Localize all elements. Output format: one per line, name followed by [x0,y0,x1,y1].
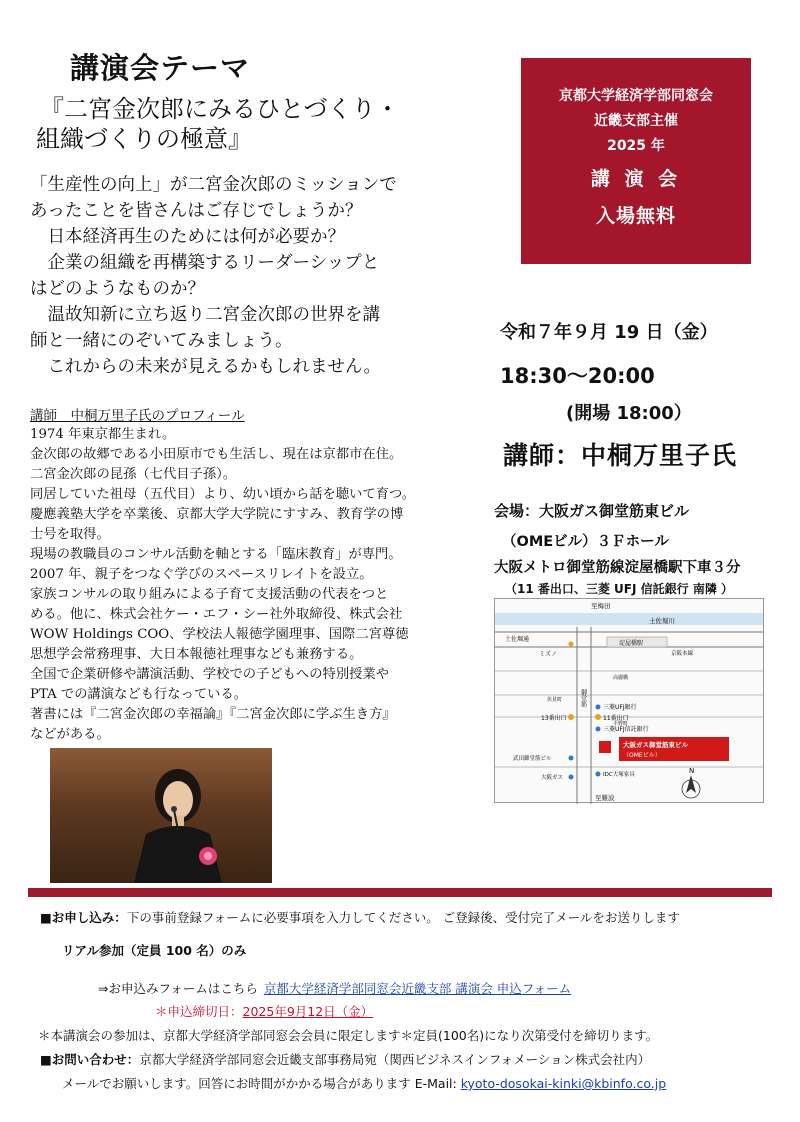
intro-line: あったことを皆さんはご存じでしょうか？ [30,201,363,221]
map-label-mizuno: ミズノ [539,651,558,658]
ufj2-dot [596,727,601,732]
map-label-tosabori: 土佐堀通 [505,636,530,643]
corsage-center [204,852,212,860]
map-label-ome1: 大阪ガス御堂筋東ビル [623,741,688,749]
form-row [98,979,571,997]
email-row [62,1074,666,1092]
osakagas-dot [569,775,574,780]
speaker-face [163,781,193,819]
intro-line: 師と一緒にのぞいてみましょう。 [30,331,293,351]
banner-organizer: 京都大学経済学部同窓会 [559,88,713,104]
ufj1-dot [596,705,601,710]
profile-line: 全国で企業研修や講演活動、学校での子どもへの特別授業や [30,667,390,682]
profile-line: などがある。 [30,727,110,742]
map-label-umeda: 至梅田 [591,602,611,610]
idc-dot [596,772,601,777]
venue-name: 会場：大阪ガス御堂筋東ビル [494,502,690,520]
exit11-dot [595,714,601,720]
speaker-neck [172,816,184,826]
profile-line: 2007 年、親子をつなぐ学びのスペースリレイトを設立。 [30,567,373,582]
intro-line: 温故知新に立ち返り二宮金次郎の世界を講 [30,305,380,325]
banner-branch: 近畿支部主催 [594,113,678,129]
map-label-exit13: 13番出口 [541,715,567,722]
contact-label: ■お問い合わせ： [40,1052,140,1067]
theme-title-line2: 組織づくりの極意』 [36,125,252,153]
takeda-dot [569,756,574,761]
ome-building-marker [599,741,611,753]
profile-line: 著書には『二宮金次郎の幸福論』『二宮金次郎に学ぶ生き方』 [30,707,396,722]
contact-row [40,1050,650,1068]
participation-note: ＊本講演会の参加は、京都大学経済学部同窓会会員に限定します＊定員(100名)になり次第受付を締切ります。 [38,1028,659,1043]
intro-line: 「生産性の向上」が二宮金次郎のミッションで [30,175,397,195]
exit13-dot [568,714,574,720]
speaker-photo [50,748,272,883]
form-prefix: ⇒お申込みフォームはこちら [98,981,258,996]
venue-map [494,598,764,803]
map-label-korai: 高麗橋 [613,675,629,681]
profile-line: 同居していた祖母（五代目）より、幼い頃から話を聴いて育つ。 [30,487,416,502]
apply-label: ■お申し込み： [40,910,127,925]
profile-line: 家族コンサルの取り組みによる子育て支援活動の代表をつと [30,587,389,602]
map-label-namba: 至難波 [595,794,615,802]
map-label-north: N [689,767,695,775]
apply-text: 下の事前登録フォームに必要事項を入力してください。 ご登録後、受付完了メールをお送りします [126,910,680,925]
application-form-link[interactable]: 京都大学経済学部同窓会近畿支部 講演会 申込フォーム [263,981,572,996]
profile-line: 二宮金次郎の昆孫（七代目子孫）。 [30,467,237,482]
map-label-exit11: 11番出口 [603,715,629,722]
exit-dot [569,642,574,647]
theme-title-line1: 『二宮金次郎にみるひとづくり・ [40,95,400,123]
email-note: メールでお願いします。回答にお時間がかかる場合があります E-Mail: [62,1076,461,1091]
map-label-ufj2: 三菱UFJ信託銀行 [603,726,649,733]
profile-line: める。他に、株式会社ケー・エフ・シー社外取締役、株式会社 [30,607,403,622]
intro-line: はどのようなものか？ [30,279,205,299]
venue-hall: （OMEビル）３Ｆホール [502,534,669,550]
profile-text [30,425,480,745]
event-date: 令和７年９月 19 日（金） [500,322,718,343]
profile-line: WOW Holdings COO、学校法人報徳学園理事、国際二宮尊徳 [30,627,409,642]
intro-line: これからの未来が見えるかもしれません。 [30,357,382,377]
profile-line: 現場の教職員のコンサル活動を軸とする「臨床教育」が専門。 [30,547,402,562]
map-label-idc: IDC大塚家具 [603,772,635,778]
map-svg [495,599,765,804]
banner-year: 2025 年 [607,138,665,154]
venue-exit: （11 番出口、三菱 UFJ 信託銀行 南隣 ） [505,582,733,596]
theme-title [36,94,480,154]
intro-line: 日本経済再生のためには何が必要か？ [30,227,345,247]
map-label-osakagas: 大阪ガス [541,775,564,781]
contact-email-link[interactable]: kyoto-dosokai-kinki@kbinfo.co.jp [460,1076,667,1091]
map-label-river: 土佐堀川 [649,617,675,625]
map-label-fushimi: 伏見町 [547,697,563,703]
map-label-midosuji: 御堂筋 [579,689,587,707]
profile-line: 士号を取得。 [30,527,110,542]
real-participation: リアル参加（定員 100 名）のみ [62,943,247,958]
section-divider [28,888,772,897]
map-label-takeda: 武田御堂筋ビル [513,756,552,762]
event-speaker: 講師：中桐万里子氏 [503,441,738,470]
contact-text: 京都大学経済学部同窓会近畿支部事務局宛（関西ビジネスインフォメーション株式会社内） [139,1052,651,1067]
banner-free: 入場無料 [595,205,676,227]
event-banner [521,58,751,264]
deadline-date: 2025年9月12日（金） [242,1004,374,1019]
intro-text [30,172,490,380]
map-label-hirano: 平野町 [613,721,629,727]
profile-line: 1974 年東京都生まれ。 [30,427,176,442]
event-time: 18:30～20:00 [500,364,655,388]
banner-event: 講 演 会 [590,168,682,190]
map-label-station: 淀屋橋駅 [619,640,644,647]
speaker-photo-svg [50,748,272,883]
apply-instructions [40,908,680,926]
intro-line: 企業の組織を再構築するリーダーシップと [30,253,380,273]
map-label-ome2: （OMEビル） [623,752,661,759]
deadline-row [155,1002,373,1020]
profile-line: 金次郎の故郷である小田原市でも生活し、現在は京都市在住。 [30,447,403,462]
river-band [495,613,763,625]
venue-access: 大阪メトロ御堂筋線淀屋橋駅下車３分 [494,560,741,576]
profile-heading: 講師 中桐万里子氏のプロフィール [30,408,245,424]
microphone-icon [171,806,177,812]
profile-line: PTA での講演なども行なっている。 [30,687,248,702]
event-doors: (開場 18:00） [566,403,692,424]
profile-line: 思想学会常務理事、大日本報徳社理事なども兼務する。 [30,647,363,662]
map-label-keihan: 京阪本線 [671,651,694,657]
deadline-prefix: ＊申込締切日： [155,1004,243,1019]
map-label-ufj1: 三菱UFJ銀行 [603,704,637,711]
theme-heading: 講演会テーマ [70,51,251,85]
north-arrow-icon [686,775,696,793]
profile-line: 慶應義塾大学を卒業後、京都大学大学院にすすみ、教育学の博 [30,507,404,522]
